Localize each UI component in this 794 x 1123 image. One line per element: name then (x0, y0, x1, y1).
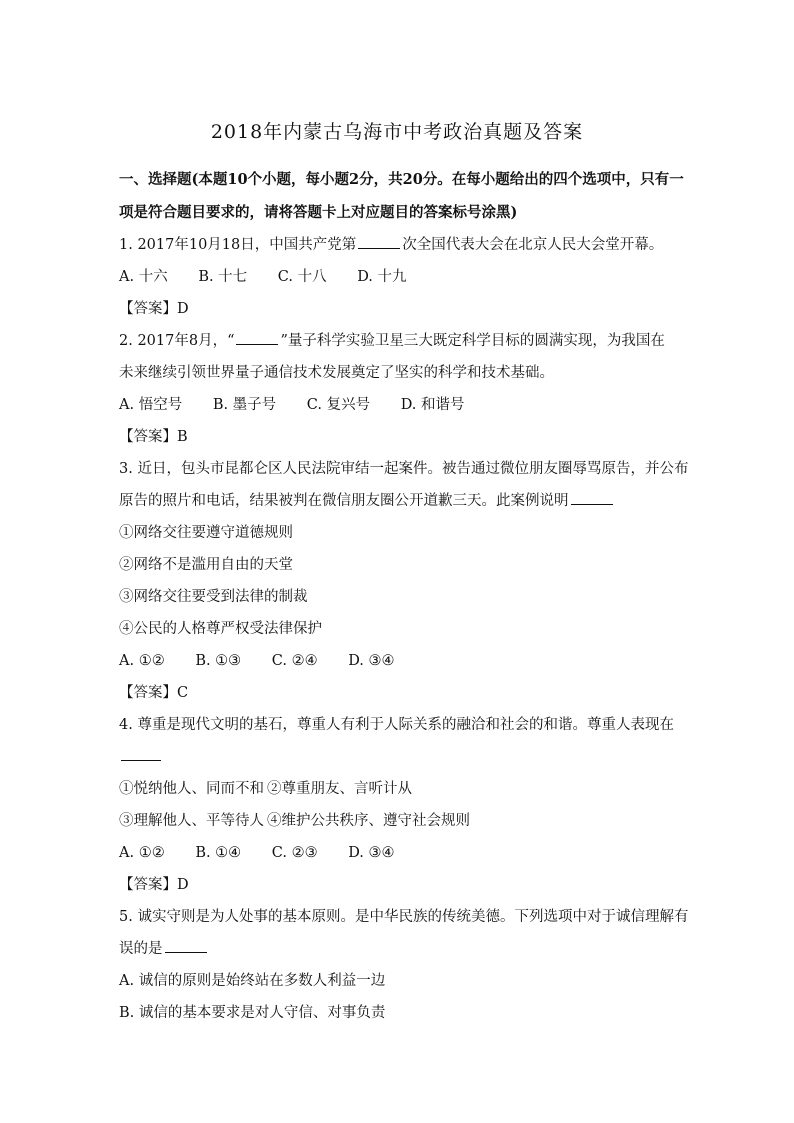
question-3-line-2 (119, 491, 699, 511)
question-3-line-1: 3. 近日，包头市昆都仑区人民法院审结一起案件。被告通过微位朋友圈辱骂原告，并公布 (119, 461, 689, 477)
answer-blank (165, 939, 207, 953)
option-b: B. 墨子号 (212, 397, 277, 413)
question-2 (119, 331, 699, 351)
question-3-options (119, 651, 699, 671)
question-4-options (119, 843, 699, 863)
option-d: D. ③④ (348, 653, 395, 669)
question-3-line-2-text: 原告的照片和电话，结果被判在微信朋友圈公开道歉三天。此案例说明 (119, 493, 569, 509)
option-d: D. ③④ (348, 845, 395, 861)
question-2-options (119, 395, 699, 415)
option-c: C. ②③ (271, 845, 318, 861)
question-3-item-2: ②网络不是滥用自由的天堂 (119, 557, 293, 573)
question-2-line-2: 未来继续引领世界量子通信技术发展奠定了坚实的科学和技术基础。 (119, 365, 554, 381)
question-4-item-3: ③理解他人、平等待人 (119, 813, 264, 829)
question-3-item-1: ①网络交往要遵守道德规则 (119, 525, 293, 541)
option-b: B. ①③ (195, 653, 242, 669)
option-a: A. 悟空号 (119, 397, 183, 413)
question-4-items-row-2 (119, 811, 699, 831)
question-1-options (119, 267, 699, 287)
question-1-answer: 【答案】D (119, 301, 189, 317)
question-4-item-1: ①悦纳他人、同而不和 (119, 781, 264, 797)
question-5-option-b: B. 诚信的基本要求是对人守信、对事负责 (119, 1005, 386, 1021)
question-3-item-3: ③网络交往要受到法律的制裁 (119, 589, 308, 605)
question-4-line-1: 4. 尊重是现代文明的基石，尊重人有利于人际关系的融洽和社会的和谐。尊重人表现在 (119, 717, 674, 733)
question-5-line-2-text: 误的是 (119, 941, 163, 957)
option-b: B. 十七 (198, 269, 248, 285)
question-2-answer: 【答案】B (119, 429, 188, 445)
question-4-item-2: ②尊重朋友、言听计从 (267, 781, 412, 797)
option-c: C. ②④ (271, 653, 318, 669)
question-5-option-a: A. 诚信的原则是始终站在多数人利益一边 (119, 973, 386, 989)
option-c: C. 十八 (277, 269, 327, 285)
question-2-text-a: 2. 2017年8月，“ (119, 333, 235, 349)
answer-blank (358, 235, 400, 249)
option-d: D. 和谐号 (400, 397, 465, 413)
question-1 (119, 235, 699, 255)
document-title: 2018年内蒙古乌海市中考政治真题及答案 (210, 121, 584, 143)
question-4-item-4: ④维护公共秩序、遵守社会规则 (267, 813, 470, 829)
option-b: B. ①④ (195, 845, 242, 861)
question-3-answer: 【答案】C (119, 685, 189, 701)
question-1-text-b: 次全国代表大会在北京人民大会堂开幕。 (402, 237, 664, 253)
question-2-text-b: ”量子科学实验卫星三大既定科学目标的圆满实现，为我国在 (280, 333, 665, 349)
question-4-answer: 【答案】D (119, 877, 189, 893)
option-a: A. ①② (119, 653, 165, 669)
question-4-blank-line (119, 747, 699, 767)
question-3-item-4: ④公民的人格尊严权受法律保护 (119, 621, 322, 637)
question-1-text-a: 1. 2017年10月18日，中国共产党第 (119, 237, 357, 253)
section-heading-line-2: 项是符合题目要求的，请将答题卡上对应题目的答案标号涂黑) (119, 204, 518, 221)
answer-blank (236, 331, 278, 345)
option-a: A. 十六 (119, 269, 168, 285)
question-5-line-2 (119, 939, 699, 959)
option-d: D. 十九 (357, 269, 407, 285)
answer-blank (121, 747, 161, 761)
answer-blank (571, 491, 613, 505)
option-a: A. ①② (119, 845, 165, 861)
section-heading-line-1: 一、选择题(本题10个小题，每小题2分，共20分。在每小题给出的四个选项中，只有一 (119, 171, 684, 188)
option-c: C. 复兴号 (306, 397, 371, 413)
question-5-line-1: 5. 诚实守则是为人处事的基本原则。是中华民族的传统美德。下列选项中对于诚信理解有 (119, 909, 689, 925)
question-4-items-row-1 (119, 779, 699, 799)
